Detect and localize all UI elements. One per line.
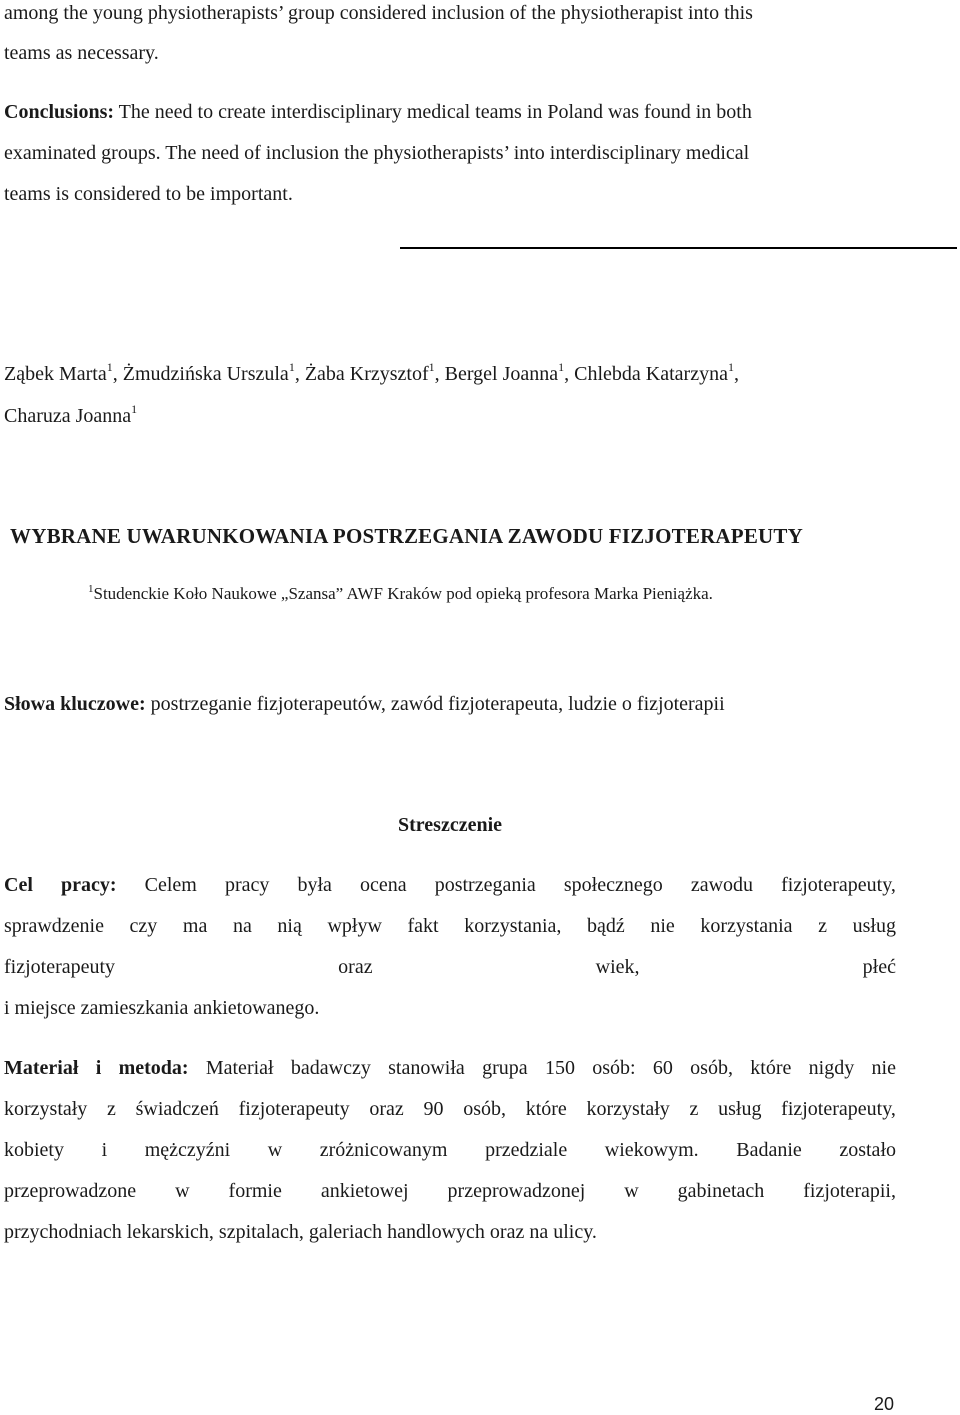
- method-word: w: [175, 1180, 190, 1202]
- authors-line-1: [4, 362, 739, 388]
- author-affiliation-mark: 1: [106, 360, 113, 374]
- keywords-label: Słowa kluczowe:: [4, 693, 146, 715]
- method-word: 90: [423, 1098, 444, 1120]
- method-word: które: [750, 1057, 792, 1079]
- method-word: gabinetach: [677, 1180, 765, 1202]
- method-word: wiekowym.: [604, 1139, 699, 1161]
- aim-line-1: [4, 873, 896, 897]
- aim-word: społecznego: [563, 874, 663, 896]
- author-name: , Żmudzińska Urszula: [112, 363, 289, 385]
- section-divider: [400, 247, 957, 249]
- method-word: stanowiła: [388, 1057, 465, 1079]
- method-word: z: [689, 1098, 699, 1120]
- keywords-text: postrzeganie fizjoterapeutów, zawód fizjoterapeuta, ludzie o fizjoterapii: [145, 693, 725, 715]
- keywords: [4, 692, 725, 716]
- conclusions-line-2: examinated groups. The need of inclusion the physiotherapists’ into interdisciplinary medical: [4, 142, 750, 164]
- method-word: 150: [544, 1057, 575, 1079]
- aim-word: nie: [650, 915, 675, 937]
- aim-word: zawodu: [690, 874, 754, 896]
- aim-word: na: [232, 915, 252, 937]
- method-word: korzystały: [4, 1098, 88, 1120]
- aim-word: sprawdzenie: [4, 915, 104, 937]
- aim-word: postrzegania: [434, 874, 536, 896]
- method-word: osób,: [690, 1057, 733, 1079]
- author-name: , Bergel Joanna: [434, 363, 559, 385]
- conclusions-line-1: [4, 100, 752, 124]
- method-line-4: [4, 1179, 896, 1203]
- method-label-1: Materiał: [4, 1057, 79, 1079]
- author-name: , Chlebda Katarzyna: [564, 363, 728, 385]
- author-name: Ząbek Marta: [4, 363, 107, 385]
- aim-word: fakt: [407, 915, 439, 937]
- method-word: zostało: [839, 1139, 896, 1161]
- aim-word: czy: [129, 915, 158, 937]
- aim-word: bądź: [586, 915, 625, 937]
- method-word: z: [107, 1098, 116, 1120]
- method-word: zróżnicowanym: [319, 1139, 448, 1161]
- author-affiliation-mark: 1: [558, 360, 565, 374]
- aim-word: usług: [852, 915, 896, 937]
- abstract-line-1: among the young physiotherapists’ group considered inclusion of the physiotherapist into this: [4, 2, 753, 24]
- method-word: które: [525, 1098, 567, 1120]
- method-line-3: [4, 1138, 896, 1162]
- method-word: usług: [718, 1098, 762, 1120]
- author-affiliation-mark: 1: [428, 360, 435, 374]
- authors-line-2: [4, 404, 137, 430]
- method-word: i: [101, 1139, 108, 1161]
- page-number: 20: [874, 1394, 895, 1414]
- abstract-line-2: teams as necessary.: [4, 42, 159, 64]
- aim-word: płeć: [862, 956, 896, 978]
- method-line-2: [4, 1097, 896, 1121]
- method-line-1: [4, 1056, 896, 1080]
- method-word: przedziale: [485, 1139, 568, 1161]
- method-label-2: i: [95, 1057, 102, 1079]
- conclusions-text: The need to create interdisciplinary medical teams in Poland was found in both: [114, 101, 752, 123]
- method-word: nie: [871, 1057, 896, 1079]
- method-word: 60: [652, 1057, 673, 1079]
- method-label-3: metoda:: [118, 1057, 189, 1079]
- method-word: osób,: [463, 1098, 506, 1120]
- method-line-5: przychodniach lekarskich, szpitalach, galeriach handlowych oraz na ulicy.: [4, 1221, 597, 1243]
- method-word: osób:: [592, 1057, 636, 1079]
- aim-line-2: [4, 914, 896, 938]
- aim-word: fizjoterapeuty,: [781, 874, 896, 896]
- method-word: przeprowadzone: [4, 1180, 137, 1202]
- method-word: mężczyźni: [144, 1139, 231, 1161]
- aim-line-4: i miejsce zamieszkania ankietowanego.: [4, 997, 320, 1019]
- method-word: Badanie: [736, 1139, 802, 1161]
- method-word: fizjoterapeuty,: [781, 1098, 896, 1120]
- method-word: nigdy: [808, 1057, 855, 1079]
- author-name: Charuza Joanna: [4, 405, 132, 427]
- conclusions-label: Conclusions:: [4, 101, 115, 123]
- author-affiliation-mark: 1: [131, 402, 138, 416]
- aim-word: wpływ: [327, 915, 382, 937]
- author-affiliation-mark: 1: [288, 360, 295, 374]
- aim-word: nią: [277, 915, 302, 937]
- conclusions-line-3: teams is considered to be important.: [4, 183, 293, 205]
- aim-word: Celem: [144, 874, 197, 896]
- method-word: fizjoterapeuty: [238, 1098, 350, 1120]
- aim-word: ocena: [359, 874, 407, 896]
- affiliation-mark: 1: [88, 583, 94, 595]
- aim-word: pracy: [224, 874, 270, 896]
- method-word: fizjoterapii,: [803, 1180, 896, 1202]
- method-word: grupa: [482, 1057, 528, 1079]
- method-word: w: [624, 1180, 639, 1202]
- method-word: formie: [228, 1180, 282, 1202]
- aim-word: z: [818, 915, 828, 937]
- aim-word: wiek,: [595, 956, 640, 978]
- method-word: ankietowej: [320, 1180, 409, 1202]
- affiliation-text: Studenckie Koło Naukowe „Szansa” AWF Kraków pod opieką profesora Marka Pieniążka.: [93, 584, 713, 603]
- aim-word: fizjoterapeuty: [4, 956, 116, 978]
- aim-label-2: pracy:: [60, 874, 117, 896]
- aim-label-1: Cel: [4, 874, 33, 896]
- method-word: korzystały: [586, 1098, 670, 1120]
- method-word: kobiety: [4, 1139, 64, 1161]
- affiliation: [88, 583, 713, 607]
- aim-word: oraz: [338, 956, 373, 978]
- aim-word: korzystania,: [464, 915, 562, 937]
- method-word: w: [267, 1139, 283, 1161]
- author-name: , Żaba Krzysztof: [294, 363, 429, 385]
- paper-title: WYBRANE UWARUNKOWANIA POSTRZEGANIA ZAWODU FIZJOTERAPEUTY: [10, 524, 803, 548]
- aim-word: była: [297, 874, 332, 896]
- method-word: świadczeń: [135, 1098, 219, 1120]
- aim-word: ma: [182, 915, 208, 937]
- author-affiliation-mark: 1: [727, 360, 734, 374]
- author-separator: ,: [733, 363, 739, 385]
- method-word: badawczy: [290, 1057, 371, 1079]
- method-word: przeprowadzonej: [447, 1180, 586, 1202]
- summary-heading: Streszczenie: [397, 814, 503, 836]
- method-word: oraz: [369, 1098, 404, 1120]
- method-word: Materiał: [205, 1057, 274, 1079]
- aim-word: korzystania: [700, 915, 793, 937]
- aim-line-3: [4, 955, 896, 979]
